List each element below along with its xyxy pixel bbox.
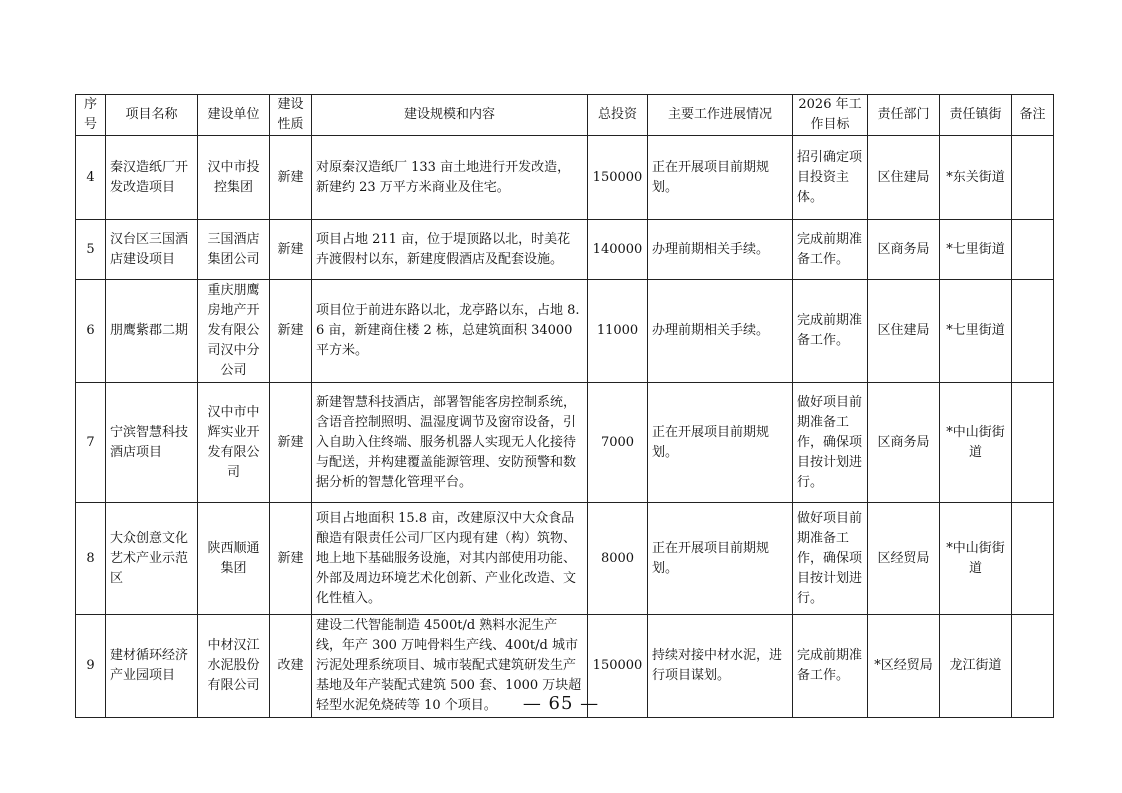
cell-progress: 持续对接中材水泥，进行项目谋划。 xyxy=(648,615,793,718)
header-note: 备注 xyxy=(1012,95,1054,136)
cell-2026-goal: 完成前期准备工作。 xyxy=(793,220,868,280)
header-construction-nature: 建设性质 xyxy=(270,95,312,136)
cell-project-name: 朋鹰紫郡二期 xyxy=(106,280,198,383)
cell-responsible-dept: 区住建局 xyxy=(868,136,940,220)
cell-progress: 正在开展项目前期规划。 xyxy=(648,383,793,503)
cell-construction-nature: 新建 xyxy=(270,383,312,503)
header-project-name: 项目名称 xyxy=(106,95,198,136)
cell-progress: 正在开展项目前期规划。 xyxy=(648,503,793,615)
table-header-row xyxy=(76,95,1054,136)
header-scale-content: 建设规模和内容 xyxy=(312,95,588,136)
cell-note xyxy=(1012,503,1054,615)
cell-responsible-town: *中山街街道 xyxy=(940,503,1012,615)
cell-scale-content: 项目占地 211 亩，位于堤顶路以北，时美花卉渡假村以东，新建度假酒店及配套设施。 xyxy=(312,220,588,280)
cell-construction-unit: 汉中市中辉实业开发有限公司 xyxy=(198,383,270,503)
header-construction-unit: 建设单位 xyxy=(198,95,270,136)
table-row xyxy=(76,136,1054,220)
cell-scale-content: 新建智慧科技酒店，部署智能客房控制系统，含语音控制照明、温湿度调节及窗帘设备，引入自助入住终端、服务机器人实现无人化接待与配送，并构建覆盖能源管理、安防预警和数据分析的智慧化管理平台。 xyxy=(312,383,588,503)
page-number: — 65 — xyxy=(522,693,600,714)
cell-construction-unit: 陕西顺通集团 xyxy=(198,503,270,615)
table-row xyxy=(76,503,1054,615)
cell-responsible-town: *中山街街道 xyxy=(940,383,1012,503)
header-no: 序号 xyxy=(76,95,106,136)
cell-project-name: 汉台区三国酒店建设项目 xyxy=(106,220,198,280)
cell-project-name: 秦汉造纸厂开发改造项目 xyxy=(106,136,198,220)
header-progress: 主要工作进展情况 xyxy=(648,95,793,136)
cell-total-investment: 140000 xyxy=(588,220,648,280)
cell-scale-content: 项目位于前进东路以北，龙亭路以东，占地 8.6 亩，新建商住楼 2 栋，总建筑面积 34000 平方米。 xyxy=(312,280,588,383)
cell-total-investment: 150000 xyxy=(588,615,648,718)
cell-construction-nature: 新建 xyxy=(270,280,312,383)
cell-construction-nature: 新建 xyxy=(270,503,312,615)
cell-responsible-dept: 区经贸局 xyxy=(868,503,940,615)
cell-responsible-dept: 区住建局 xyxy=(868,280,940,383)
cell-scale-content: 项目占地面积 15.8 亩，改建原汉中大众食品酿造有限责任公司厂区内现有建（构）筑物、地上地下基础服务设施，对其内部使用功能、外部及周边环境艺术化创新、产业化改造、文化性植入。 xyxy=(312,503,588,615)
cell-note xyxy=(1012,383,1054,503)
cell-no: 4 xyxy=(76,136,106,220)
cell-project-name: 大众创意文化艺术产业示范区 xyxy=(106,503,198,615)
cell-construction-unit: 汉中市投控集团 xyxy=(198,136,270,220)
cell-no: 9 xyxy=(76,615,106,718)
cell-2026-goal: 完成前期准备工作。 xyxy=(793,615,868,718)
cell-responsible-dept: 区商务局 xyxy=(868,220,940,280)
cell-note xyxy=(1012,136,1054,220)
header-total-investment: 总投资 xyxy=(588,95,648,136)
cell-project-name: 宁滨智慧科技酒店项目 xyxy=(106,383,198,503)
cell-responsible-dept: 区商务局 xyxy=(868,383,940,503)
cell-construction-nature: 新建 xyxy=(270,220,312,280)
table-row xyxy=(76,383,1054,503)
header-2026-goal: 2026 年工作目标 xyxy=(793,95,868,136)
cell-2026-goal: 做好项目前期准备工作，确保项目按计划进行。 xyxy=(793,503,868,615)
cell-responsible-town: *七里街道 xyxy=(940,220,1012,280)
cell-total-investment: 7000 xyxy=(588,383,648,503)
cell-total-investment: 150000 xyxy=(588,136,648,220)
cell-total-investment: 8000 xyxy=(588,503,648,615)
cell-construction-nature: 改建 xyxy=(270,615,312,718)
cell-construction-unit: 重庆朋鹰房地产开发有限公司汉中分公司 xyxy=(198,280,270,383)
table-row xyxy=(76,280,1054,383)
cell-responsible-town: *东关街道 xyxy=(940,136,1012,220)
cell-construction-unit: 中材汉江水泥股份有限公司 xyxy=(198,615,270,718)
cell-note xyxy=(1012,220,1054,280)
cell-construction-unit: 三国酒店集团公司 xyxy=(198,220,270,280)
cell-progress: 办理前期相关手续。 xyxy=(648,280,793,383)
cell-construction-nature: 新建 xyxy=(270,136,312,220)
cell-no: 8 xyxy=(76,503,106,615)
cell-2026-goal: 招引确定项目投资主体。 xyxy=(793,136,868,220)
table-row xyxy=(76,220,1054,280)
cell-no: 5 xyxy=(76,220,106,280)
cell-progress: 正在开展项目前期规划。 xyxy=(648,136,793,220)
cell-note xyxy=(1012,280,1054,383)
cell-responsible-town: *七里街道 xyxy=(940,280,1012,383)
cell-total-investment: 11000 xyxy=(588,280,648,383)
cell-no: 7 xyxy=(76,383,106,503)
cell-no: 6 xyxy=(76,280,106,383)
cell-progress: 办理前期相关手续。 xyxy=(648,220,793,280)
header-responsible-dept: 责任部门 xyxy=(868,95,940,136)
project-table xyxy=(75,94,1054,718)
cell-2026-goal: 完成前期准备工作。 xyxy=(793,280,868,383)
cell-scale-content: 对原秦汉造纸厂 133 亩土地进行开发改造，新建约 23 万平方米商业及住宅。 xyxy=(312,136,588,220)
cell-scale-content: 建设二代智能制造 4500t/d 熟料水泥生产线，年产 300 万吨骨料生产线、400t/d 城市污泥处理系统项目、城市装配式建筑研发生产基地及年产装配式建筑 500 套、1000 万块超轻型水泥免烧砖等 10 个项目。 xyxy=(312,615,588,718)
cell-project-name: 建材循环经济产业园项目 xyxy=(106,615,198,718)
header-responsible-town: 责任镇街 xyxy=(940,95,1012,136)
cell-responsible-town: 龙江街道 xyxy=(940,615,1012,718)
cell-responsible-dept: *区经贸局 xyxy=(868,615,940,718)
cell-2026-goal: 做好项目前期准备工作，确保项目按计划进行。 xyxy=(793,383,868,503)
